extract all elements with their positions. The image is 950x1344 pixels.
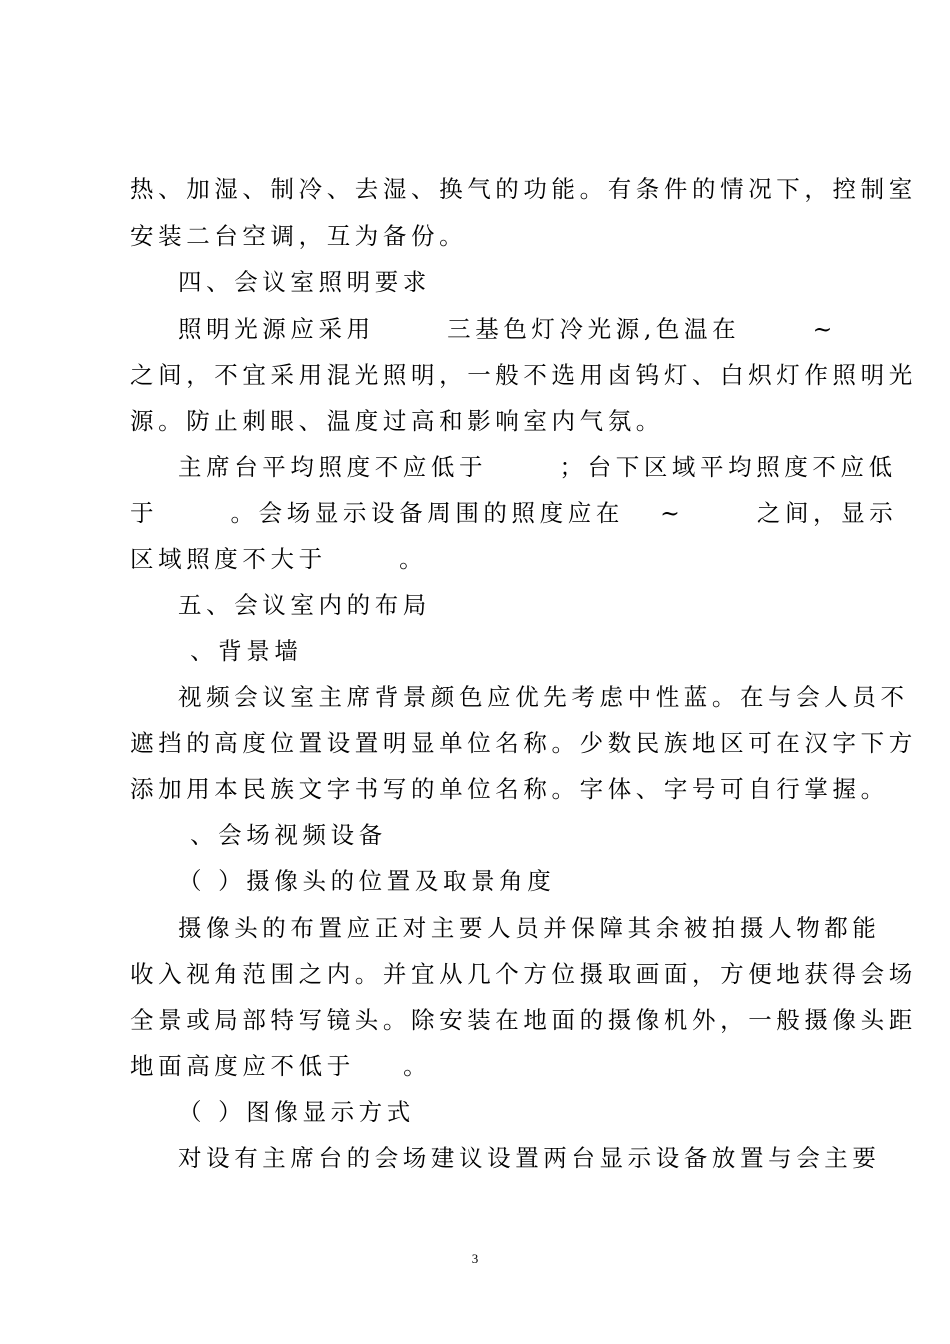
paragraph-line: 视频会议室主席背景颜色应优先考虑中性蓝。在与会人员不 — [178, 683, 909, 711]
paragraph-line: 安装二台空调，互为备份。 — [130, 222, 468, 250]
paragraph-line: 添加用本民族文字书写的单位名称。字体、字号可自行掌握。 — [130, 775, 889, 803]
paragraph-line: 地面高度应不低于 。 — [130, 1052, 432, 1080]
item-heading: （ ）摄像头的位置及取景角度 — [178, 867, 556, 895]
paragraph-line: 照明光源应采用 三基色灯冷光源,色温在 ~ — [178, 315, 837, 343]
paragraph-line: 全景或局部特写镜头。除安装在地面的摄像机外，一般摄像头距 — [130, 1006, 917, 1034]
page-number: 3 — [471, 1251, 479, 1266]
paragraph-line: 主席台平均照度不应低于 ；台下区域平均照度不应低 — [178, 453, 897, 481]
paragraph-line: 收入视角范围之内。并宜从几个方位摄取画面，方便地获得会场 — [130, 960, 917, 988]
paragraph-line: 于 。会场显示设备周围的照度应在 ~ 之间，显示 — [130, 499, 898, 527]
paragraph-line: 区域照度不大于 。 — [130, 545, 428, 573]
paragraph-line: 遮挡的高度位置设置明显单位名称。少数民族地区可在汉字下方 — [130, 729, 917, 757]
section-heading: 五、会议室内的布局 — [178, 591, 431, 619]
paragraph-line: 对设有主席台的会场建议设置两台显示设备放置与会主要 — [178, 1144, 881, 1172]
paragraph-line: 摄像头的布置应正对主要人员并保障其余被拍摄人物都能 — [178, 914, 881, 942]
paragraph-line: 热、加湿、制冷、去湿、换气的功能。有条件的情况下，控制室 — [130, 175, 917, 203]
item-heading: （ ）图像显示方式 — [178, 1098, 415, 1126]
paragraph-line: 源。防止刺眼、温度过高和影响室内气氛。 — [130, 407, 664, 435]
paragraph-line: 之间，不宜采用混光照明，一般不选用卤钨灯、白炽灯作照明光 — [130, 361, 917, 389]
subsection-heading: 、背景墙 — [178, 637, 303, 665]
subsection-heading: 、会场视频设备 — [178, 821, 387, 849]
section-heading: 四、会议室照明要求 — [178, 268, 431, 296]
